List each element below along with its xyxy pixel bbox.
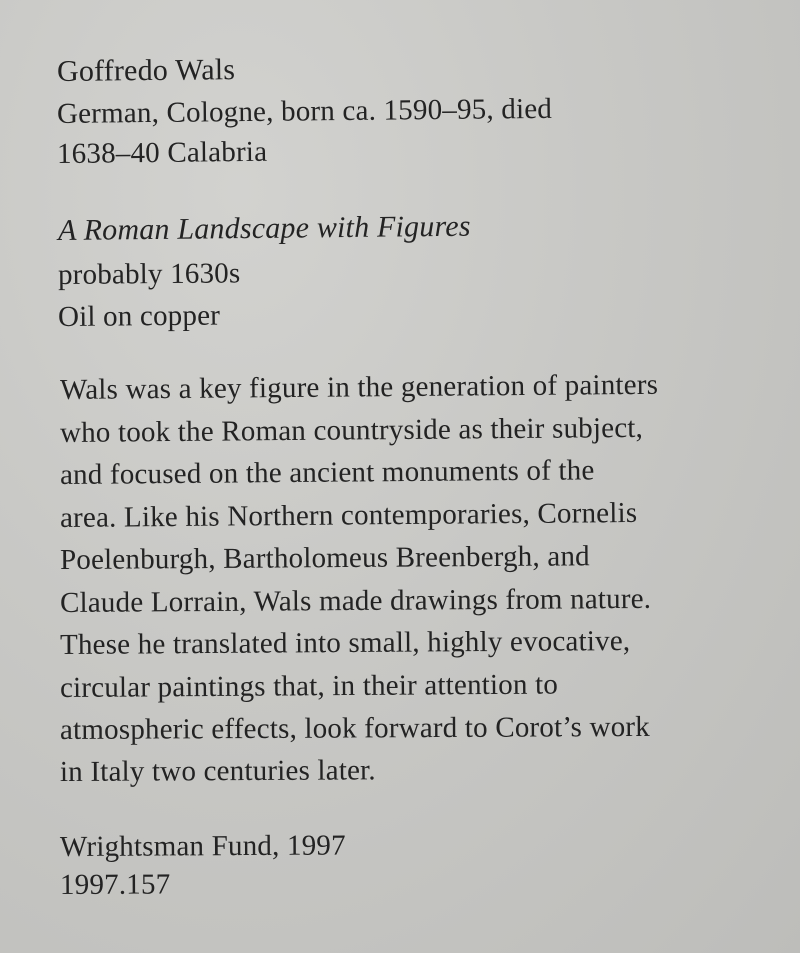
description-line: Claude Lorrain, Wals made drawings from nature. — [59, 582, 652, 619]
artwork-date: probably 1630s — [57, 257, 241, 291]
description-line: and focused on the ancient monuments of the — [59, 454, 595, 491]
description-line: These he translated into small, highly evocative, — [59, 625, 631, 661]
accession-number: 1997.157 — [59, 868, 171, 901]
artist-bio-line-2: 1638–40 Calabria — [56, 135, 268, 170]
description-line: who took the Roman countryside as their subject, — [59, 411, 644, 449]
description-line: atmospheric effects, look forward to Corot’s work — [59, 710, 651, 746]
description-line: circular paintings that, in their attention to — [59, 668, 559, 704]
artwork-medium: Oil on copper — [57, 299, 221, 333]
description-line: Wals was a key figure in the generation of painters — [59, 368, 659, 406]
artist-name: Goffredo Wals — [56, 53, 236, 88]
description-line: Poelenburgh, Bartholomeus Breenbergh, and — [59, 540, 590, 576]
credit-line: Wrightsman Fund, 1997 — [59, 829, 346, 863]
description-line: in Italy two centuries later. — [59, 754, 376, 788]
artist-bio-line-1: German, Cologne, born ca. 1590–95, died — [56, 92, 553, 130]
description-line: area. Like his Northern contemporaries, Cornelis — [59, 496, 638, 534]
artwork-title: A Roman Landscape with Figures — [57, 209, 471, 247]
